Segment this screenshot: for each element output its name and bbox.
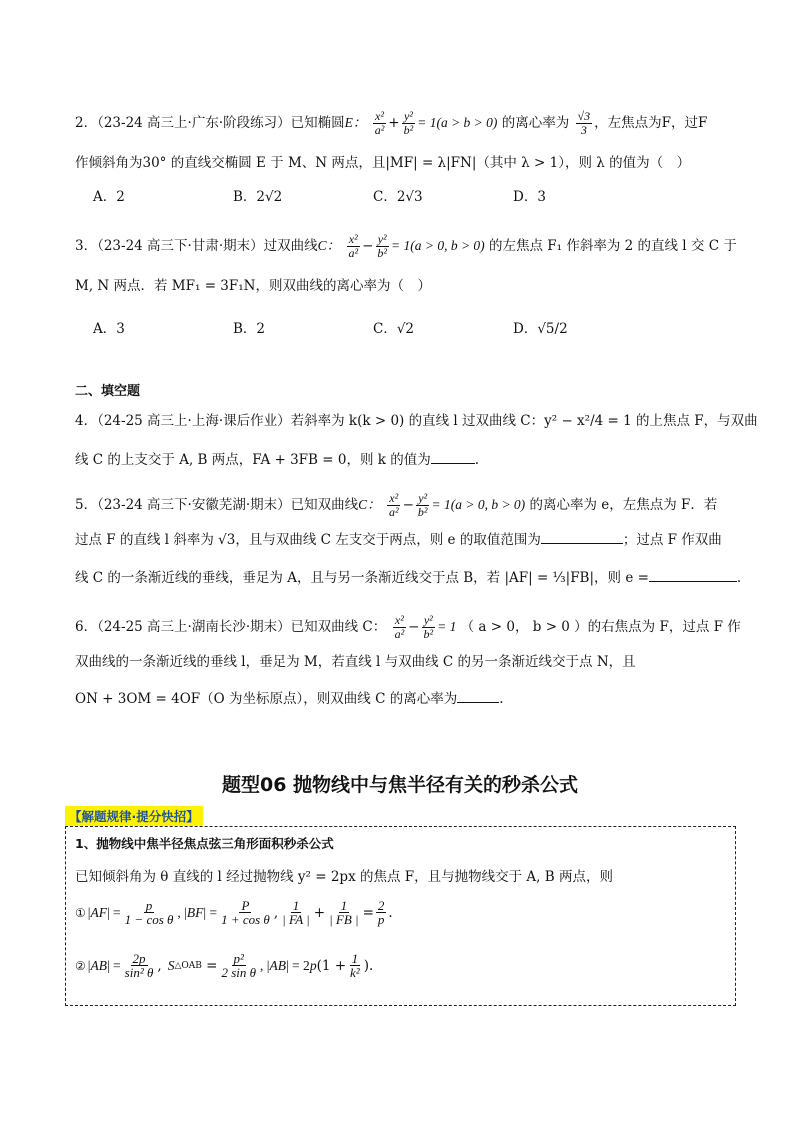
- q3-stem-start: 3．（23-24 高三下·甘肃·期末）过双曲线: [75, 238, 318, 254]
- formula-box-title: 1、抛物线中焦半径焦点弦三角形面积秒杀公式: [75, 836, 334, 851]
- q2-focus-text: ，左焦点为F，过F: [594, 115, 708, 131]
- q5-line2: [75, 529, 722, 550]
- q4-answer-blank[interactable]: [431, 449, 475, 464]
- topic-heading: 题型06 抛物线中与焦半径有关的秒杀公式: [221, 774, 579, 796]
- q6-answer-blank[interactable]: [457, 688, 499, 703]
- formula-box: [65, 826, 736, 1006]
- q2-eccentricity-text: 的离心率为: [501, 115, 570, 131]
- q5-stem-start: 5．（23-24 高三下·安徽芜湖·期末）已知双曲线: [75, 497, 359, 513]
- q6-stem-start: 6．（24-25 高三上·湖南长沙·期末）已知双曲线 C：: [75, 619, 387, 635]
- q3-option-b[interactable]: B．2: [233, 321, 266, 337]
- q2-line2: 作倾斜角为30° 的直线交椭圆 E 于 M、N 两点，且|MF| = λ|FN|（其中 λ > 1），则 λ 的值为（ ）: [75, 155, 691, 171]
- q5-part3: 线 C 的一条渐近线的垂线，垂足为 A，且与另一条渐近线交于点 B，若 |AF| = ⅓|FB|，则 e =: [75, 570, 649, 586]
- q6-stem: ON + 3OM = 4OF（O 为坐标原点），则双曲线 C 的离心率为: [75, 691, 458, 707]
- q3-options: [93, 318, 653, 340]
- formula-box-intro: 已知倾斜角为 θ 直线的 l 经过抛物线 y² = 2px 的焦点 F，且与抛物线交于 A, B 两点，则: [75, 869, 613, 885]
- q6-line2: 双曲线的一条渐近线的垂线 l，垂足为 M，若直线 l 与双曲线 C 的另一条渐近线交于点 N，且: [75, 654, 636, 670]
- q3-option-d[interactable]: D．√5/2: [513, 321, 568, 337]
- q6-frac-x: $\frac{\text{x²}}{\text{a²}}$: [394, 613, 405, 641]
- q6-line3: ON + 3OM = 4OF（O 为坐标原点），则双曲线 C 的离心率为 .: [75, 688, 504, 709]
- q4-stem: 线 C 的上支交于 A, B 两点，FA + 3FB = 0，则 k 的值为: [75, 452, 431, 468]
- q5-frac-y: $\frac{\text{y²}}{\text{b²}}$: [417, 491, 428, 519]
- q5-part1: 过点 F 的直线 l 斜率为 √3，且与双曲线 C 左支交于两点，则 e 的取值范围为: [75, 532, 541, 548]
- q2-stem-start: 2．（23-24 高三上·广东·阶段练习）已知椭圆: [75, 115, 345, 131]
- q2-option-c[interactable]: C．2√3: [373, 189, 423, 205]
- q6-stem-end: （ a > 0， b > 0 ）的右焦点为 F，过点 F 作: [460, 619, 741, 635]
- q5-hyperbola-label: C：: [358, 497, 381, 512]
- q5-frac-x: $\frac{\text{x²}}{\text{a²}}$: [388, 491, 399, 519]
- section-title-fill-blank: 二、填空题: [75, 384, 141, 399]
- q6-frac-y: $\frac{\text{y²}}{\text{b²}}$: [423, 613, 434, 641]
- q5-part2: ；过点 F 作双曲: [622, 532, 722, 548]
- tips-tag: 【解题规律·提分快招】: [65, 806, 203, 826]
- q3-frac-x: $\frac{\text{x²}}{\text{a²}}$: [348, 232, 359, 260]
- q3-option-a[interactable]: A．3: [93, 321, 125, 337]
- q2-line1: 2．（23-24 高三上·广东·阶段练习）已知椭圆E： $\frac{\text{x²}}{\text{a²}}$ + $\frac{\text{y²}}{\text{b²}}$ = 1(a > b > 0) 的离心率为 $\frac{√3}{3}$ ，左焦点为F，过F: [75, 109, 708, 137]
- q2-option-b[interactable]: B．2√2: [233, 189, 283, 205]
- q5-answer-blank-2[interactable]: [649, 567, 737, 582]
- q5-answer-blank-1[interactable]: [541, 529, 623, 544]
- formula-2: ② | AB | = $\frac{2p}{\text{sin² θ}}$ , S △OAB = $\frac{\text{p²}}{\text{2 sin θ}}$ , | AB | = 2 p (1 + $\frac{1}{\text{k²}}$ ).: [75, 951, 374, 980]
- formula-1: ① | AF | = $\frac{p}{\text{1 − cos θ}}$ , | BF | = $\frac{P}{\text{1 + cos θ}}$ , $\frac{1}{| FA |}$ + $\frac{1}{| FB |}$ = $\frac{2}{p}$ .: [75, 898, 393, 927]
- q2-frac-y: $\frac{\text{y²}}{\text{b²}}$: [403, 109, 414, 137]
- formula-2-marker: ②: [75, 958, 86, 973]
- q5-line3: 线 C 的一条渐近线的垂线，垂足为 A，且与另一条渐近线交于点 B，若 |AF| = ⅓|FB|，则 e = .: [75, 567, 741, 588]
- q2-option-a[interactable]: A．2: [93, 189, 125, 205]
- q2-option-d[interactable]: D．3: [513, 189, 546, 205]
- q5-line1: 5．（23-24 高三下·安徽芜湖·期末）已知双曲线C： $\frac{\text{x²}}{\text{a²}}$ − $\frac{\text{y²}}{\text{b²}}$ = 1(a > 0, b > 0) 的离心率为 e，左焦点为 F．若: [75, 491, 718, 519]
- q2-ellipse-label: E：: [344, 115, 367, 130]
- q4-line1: 4．（24-25 高三上·上海·课后作业）若斜率为 k(k > 0) 的直线 l 过双曲线 C：y² − x²/4 = 1 的上焦点 F，与双曲: [75, 413, 758, 429]
- q3-frac-y: $\frac{\text{y²}}{\text{b²}}$: [377, 232, 387, 260]
- q5-stem-end: 的离心率为 e，左焦点为 F．若: [529, 497, 718, 513]
- q3-option-c[interactable]: C．√2: [373, 321, 415, 337]
- q6-line1: 6．（24-25 高三上·湖南长沙·期末）已知双曲线 C： $\frac{\text{x²}}{\text{a²}}$ − $\frac{\text{y²}}{\text{b²}}$ = 1 （ a > 0， b > 0 ）的右焦点为 F，过点 F 作: [75, 613, 741, 641]
- q2-eccentricity-value: $\frac{√3}{3}$: [577, 109, 591, 137]
- q3-line1: 3．（23-24 高三下·甘肃·期末）过双曲线C： $\frac{\text{x²}}{\text{a²}}$ − $\frac{\text{y²}}{\text{b²}}$ = 1(a > 0, b > 0) 的左焦点 F₁ 作斜率为 2 的直线 l 交 C 于: [75, 232, 737, 260]
- q4-line2: 线 C 的上支交于 A, B 两点，FA + 3FB = 0，则 k 的值为 .: [75, 449, 479, 470]
- formula-1-marker: ①: [75, 905, 86, 920]
- q2-frac-x: $\frac{\text{x²}}{\text{a²}}$: [374, 109, 385, 137]
- q3-line2: M, N 两点．若 MF₁ = 3F₁N，则双曲线的离心率为（ ）: [75, 278, 431, 294]
- q3-hyperbola-label: C：: [317, 238, 341, 253]
- q3-stem-end: 的左焦点 F₁ 作斜率为 2 的直线 l 交 C 于: [488, 238, 737, 254]
- q2-options: [93, 186, 653, 208]
